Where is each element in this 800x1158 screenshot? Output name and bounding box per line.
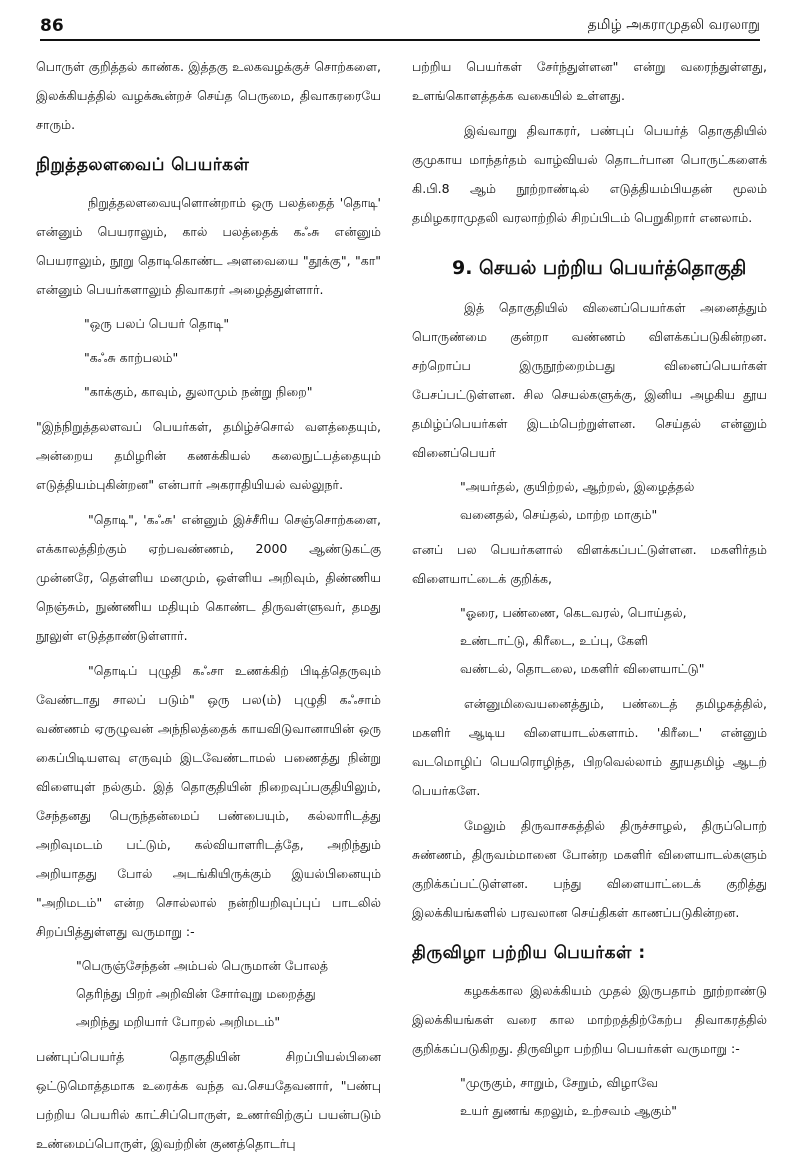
paragraph: இத் தொகுதியில் வினைப்பெயர்கள் அனைத்தும் பொருண்மை குன்றா வண்ணம் விளக்கப்படுகின்றன. சற்றொப்ப இருநூற்றைம்பது வினைப்பெயர்கள் பேசப்பட்டுள்ளன. சில செயல்களுக்கு, இனிய அழகிய தூய தமிழ்ப்பெயர்கள் இடம்பெற்றுள்ளன. செய்தல் என்னும் வினைப்பெயர்	[412, 300, 767, 460]
paragraph: பொருள் குறித்தல் காண்க. இத்தகு உலகவழக்குச் சொற்களை, இலக்கியத்தில் வழக்கூன்றச் செய்த பெருமை, திவாகரரையே சாரும்.	[36, 59, 381, 132]
verse-quote: "காக்கும், காவும், துலாமும் நன்று நிறை"	[84, 384, 313, 399]
paragraph: "தொடிப் புழுதி கஃசா உணக்கிற் பிடித்தெருவும் வேண்டாது சாலப் படும்" ஒரு பல(ம்) புழுதி கஃசாம் வண்ணம் ஏருழுவன் அந்நிலத்தைக் காயவிடுவானாயின் ஒரு கைப்பிடியளவு எருவும் இடவேண்டாமல் பணைத்து நின்று விளையுள் நல்கும். இத் தொகுதியின் நிறைவுப்பகுதியிலும், சேந்தனது பெருந்தன்மைப் பண்பையும், கல்லாரிடத்து அறிவுமடம் பட்டும், கல்வியாளரிடத்தே, அறிந்தும் அறியாதது போல் அடங்கியிருக்கும் இயல்பினையும் "அறிமடம்" என்ற சொல்லால் நன்றியறிவுப்புப் பாடலில் சிறப்பித்துள்ளது வருமாறு :-	[36, 663, 381, 939]
left-column	[36, 52, 381, 1158]
verse-quote: "பெருஞ்சேந்தன் அம்பல் பெருமான் போலத் தெரிந்து பிறர் அறிவின் சோர்வுறு மறைத்து அறிந்து மறியார் போறல் அறிமடம்"	[76, 958, 328, 1029]
verse-quote: "முருகும், சாறும், சேறும், விழாவே உயர் துணங் கறலும், உற்சவம் ஆகும்"	[460, 1075, 678, 1118]
verse-quote: "ஒரு பலப் பெயர் தொடி"	[84, 316, 230, 331]
paragraph: இவ்வாறு திவாகரர், பண்புப் பெயர்த் தொகுதியில் குமுகாய மாந்தர்தம் வாழ்வியல் தொடர்பான பொருட்களைக் கி.பி.8 ஆம் நூற்றாண்டில் எடுத்தியம்பியதன் மூலம் தமிழகராமுதலி வரலாற்றில் சிறப்பிடம் பெறுகிறார் எனலாம்.	[412, 123, 767, 225]
verse-quote: "கஃசு காற்பலம்"	[84, 350, 179, 365]
paragraph: "இந்நிறுத்தலளவப் பெயர்கள், தமிழ்ச்சொல் வளத்தையும், அன்றைய தமிழரின் கணக்கியல் கலைநுட்பத்தையும் எடுத்தியம்புகின்றன" என்பார் அகராதியியல் வல்லுநர்.	[36, 419, 381, 492]
section-heading: திருவிழா பற்றிய பெயர்கள் :	[412, 943, 646, 963]
paragraph: மேலும் திருவாசகத்தில் திருச்சாழல், திருப்பொற் சுண்ணம், திருவம்மானை போன்ற மகளிர் விளையாடல்களும் குறிக்கப்பட்டுள்ளன. பந்து விளையாட்டைக் குறித்து இலக்கியங்களில் பரவலான செய்திகள் காணப்படுகின்றன.	[412, 818, 767, 920]
paragraph: என்னுமிவையனைத்தும், பண்டைத் தமிழகத்தில், மகளிர் ஆடிய விளையாடல்களாம். 'கிரீடை' என்னும் வடமொழிப் பெயரொழிந்த, பிறவெல்லாம் தூயதமிழ் ஆடற் பெயர்களே.	[412, 696, 767, 798]
verse-quote: "ஓரை, பண்ணை, கெடவரல், பொய்தல், உண்டாட்டு, கிரீடை, உப்பு, கேளி வண்டல், தொடலை, மகளிர் விளையாட்டு"	[460, 605, 705, 676]
paragraph: பற்றிய பெயர்கள் சேர்ந்துள்ளன" என்று வரைந்துள்ளது, உளங்கொளத்தக்க வகையில் உள்ளது.	[412, 59, 767, 103]
page-number: 86	[40, 16, 64, 36]
chapter-heading: 9. செயல் பற்றிய பெயர்த்தொகுதி	[452, 257, 747, 279]
section-heading: நிறுத்தலளவைப் பெயர்கள்	[36, 155, 250, 175]
paragraph: கழகக்கால இலக்கியம் முதல் இருபதாம் நூற்றாண்டு இலக்கியங்கள் வரை கால மாற்றத்திற்கேற்ப திவாகரத்தில் குறிக்கப்படுகிறது. திருவிழா பற்றிய பெயர்கள் வருமாறு :-	[412, 983, 767, 1056]
paragraph: பண்புப்பெயர்த் தொகுதியின் சிறப்பியல்பினை ஒட்டுமொத்தமாக உரைக்க வந்த வ.செயதேவனார், "பண்பு பற்றிய பெயரில் காட்சிப்பொருள், உணர்விற்குப் பயன்படும் உண்மைப்பொருள், இவற்றின் குணத்தொடர்பு	[36, 1049, 381, 1151]
running-title: தமிழ் அகராமுதலி வரலாறு	[587, 17, 760, 33]
paragraph: "தொடி", 'கஃசு' என்னும் இச்சீரிய செஞ்சொற்களை, எக்காலத்திற்கும் ஏற்பவண்ணம், 2000 ஆண்டுகட்கு முன்னரே, தெள்ளிய மனமும், ஒள்ளிய அறிவும், திண்ணிய நெஞ்சும், நுண்ணிய மதியும் கொண்ட திருவள்ளுவர், தமது நூலுள் எடுத்தாண்டுள்ளார்.	[36, 512, 381, 643]
verse-quote: "அயர்தல், குயிற்றல், ஆற்றல், இழைத்தல் வனைதல், செய்தல், மாற்ற மாகும்"	[460, 479, 695, 522]
header-rule	[40, 39, 760, 41]
right-column	[412, 52, 767, 1131]
paragraph: நிறுத்தலளவையுளொன்றாம் ஒரு பலத்தைத் 'தொடி' என்னும் பெயராலும், கால் பலத்தைக் கஃசு என்னும் பெயராலும், நூறு தொடிகொண்ட அளவையை "தூக்கு", "கா" என்னும் பெயர்களாலும் திவாகரர் அழைத்துள்ளார்.	[36, 195, 381, 297]
paragraph: எனப் பல பெயர்களால் விளக்கப்பட்டுள்ளன. மகளிர்தம் விளையாட்டைக் குறிக்க,	[412, 542, 767, 586]
page-header	[40, 14, 760, 42]
